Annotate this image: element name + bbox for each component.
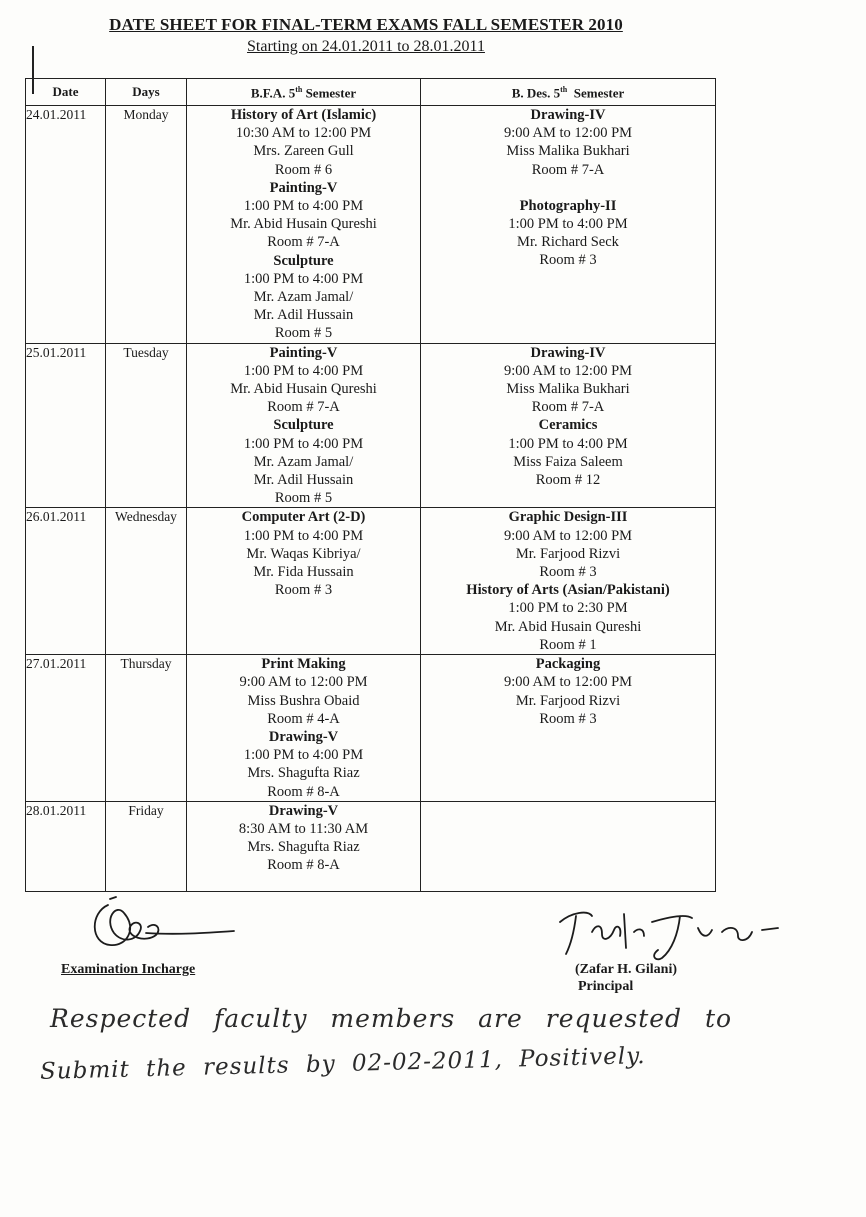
exam-time: 9:00 AM to 12:00 PM [503, 674, 633, 691]
teacher-name: Mr. Azam Jamal/ [253, 289, 354, 306]
room-number: Room # 7-A [531, 399, 605, 416]
room-number: Room # 4-A [267, 710, 340, 727]
teacher-name: Miss Malika Bukhari [506, 143, 630, 160]
bdes-cell [421, 508, 716, 655]
course-name: Photography-II [519, 197, 617, 214]
course-name: Sculpture [273, 252, 334, 269]
table-row [26, 801, 716, 891]
room-number: Room # 5 [274, 325, 333, 342]
teacher-name: Mr. Farjood Rizvi [515, 692, 621, 709]
bdes-cell [421, 801, 716, 891]
course-name: Drawing-V [268, 728, 339, 745]
exam-time: 1:00 PM to 4:00 PM [508, 216, 628, 233]
exam-date: 26.01.2011 [26, 508, 106, 655]
principal-title: Principal [578, 979, 634, 994]
exam-date: 25.01.2011 [26, 343, 106, 508]
handwritten-note-line: Submit the results by 02-02-2011, Positively. [39, 1043, 646, 1085]
course-name: Drawing-IV [530, 344, 606, 361]
room-number: Room # 3 [539, 252, 597, 269]
exam-time: 8:30 AM to 11:30 AM [238, 820, 369, 837]
principal-name: (Zafar H. Gilani) [575, 962, 678, 977]
course-name: Packaging [535, 656, 601, 673]
exam-time: 9:00 AM to 12:00 PM [503, 362, 633, 379]
bfa-cell [187, 801, 421, 891]
bdes-cell [421, 655, 716, 802]
room-number: Room # 12 [535, 472, 601, 489]
bdes-cell [421, 343, 716, 508]
teacher-name: Miss Faiza Saleem [513, 453, 623, 470]
header-days: Days [106, 79, 187, 106]
room-number: Room # 8-A [267, 857, 340, 874]
room-number: Room # 3 [539, 564, 597, 581]
exam-day: Thursday [106, 655, 187, 802]
bfa-cell [187, 343, 421, 508]
teacher-name: Mrs. Shagufta Riaz [247, 839, 360, 856]
course-name: Graphic Design-III [508, 509, 628, 526]
table-header-row [26, 79, 716, 106]
exam-time: 1:00 PM to 4:00 PM [243, 527, 364, 544]
exam-day: Wednesday [106, 508, 187, 655]
exam-time: 10:30 AM to 12:00 PM [235, 125, 372, 142]
teacher-name: Mr. Adil Hussain [253, 307, 354, 324]
teacher-name: Mrs. Shagufta Riaz [247, 765, 360, 782]
course-name: Drawing-IV [530, 107, 606, 123]
teacher-name: Mr. Abid Husain Qureshi [230, 216, 377, 233]
course-name: Ceramics [538, 417, 598, 434]
examination-incharge-label: Examination Incharge [61, 962, 196, 977]
room-number: Room # 6 [274, 161, 333, 178]
teacher-name: Miss Malika Bukhari [506, 381, 630, 398]
table-row [26, 343, 716, 508]
table-row [26, 106, 716, 344]
room-number: Room # 8-A [267, 783, 340, 800]
exam-time: 1:00 PM to 4:00 PM [243, 435, 364, 452]
exam-time: 9:00 AM to 12:00 PM [239, 674, 368, 691]
date-sheet-table [25, 78, 716, 892]
teacher-name: Mr. Richard Seck [517, 234, 619, 251]
room-number: Room # 7-A [267, 399, 340, 416]
course-name: Computer Art (2-D) [241, 509, 366, 526]
course-name: History of Arts (Asian/Pakistani) [466, 582, 670, 599]
principal-signature [552, 902, 782, 964]
room-number: Room # 5 [274, 490, 333, 507]
exam-date: 28.01.2011 [26, 801, 106, 891]
bdes-cell [421, 106, 716, 344]
exam-time: 1:00 PM to 4:00 PM [243, 362, 364, 379]
room-number: Room # 7-A [531, 161, 605, 178]
exam-date: 27.01.2011 [26, 655, 106, 802]
bfa-cell [187, 106, 421, 344]
teacher-name: Mr. Fida Hussain [253, 564, 354, 581]
header-date: Date [26, 79, 106, 106]
handwritten-note-line: Respected faculty members are requested to [50, 1004, 733, 1033]
room-number: Room # 1 [539, 636, 597, 653]
document-subtitle: Starting on 24.01.2011 to 28.01.2011 [247, 38, 485, 55]
exam-time: 9:00 AM to 12:00 PM [503, 527, 633, 544]
teacher-name: Mr. Waqas Kibriya/ [246, 545, 361, 562]
incharge-signature [86, 893, 236, 955]
exam-time: 1:00 PM to 4:00 PM [243, 198, 364, 215]
course-name: Drawing-V [268, 802, 339, 819]
teacher-name: Mr. Abid Husain Qureshi [494, 618, 642, 635]
course-name: Painting-V [269, 344, 338, 361]
room-number: Room # 7-A [267, 234, 340, 251]
exam-day: Friday [106, 801, 187, 891]
room-number: Room # 3 [274, 582, 333, 599]
teacher-name: Mr. Farjood Rizvi [515, 545, 621, 562]
exam-time: 1:00 PM to 2:30 PM [508, 600, 628, 617]
exam-time: 1:00 PM to 4:00 PM [243, 270, 364, 287]
exam-time: 1:00 PM to 4:00 PM [243, 747, 364, 764]
course-name: Print Making [261, 656, 346, 673]
teacher-name: Mrs. Zareen Gull [253, 143, 354, 160]
course-name: Painting-V [269, 179, 338, 196]
exam-time: 1:00 PM to 4:00 PM [508, 435, 628, 452]
course-name: History of Art (Islamic) [230, 107, 377, 123]
exam-date: 24.01.2011 [26, 106, 106, 344]
teacher-name: Mr. Abid Husain Qureshi [230, 381, 377, 398]
course-name: Sculpture [273, 417, 334, 434]
table-row [26, 655, 716, 802]
room-number: Room # 3 [539, 710, 597, 727]
bfa-cell [187, 655, 421, 802]
exam-day: Tuesday [106, 343, 187, 508]
teacher-name: Mr. Azam Jamal/ [253, 453, 354, 470]
bfa-cell [187, 508, 421, 655]
exam-time: 9:00 AM to 12:00 PM [503, 125, 633, 142]
document-title: DATE SHEET FOR FINAL-TERM EXAMS FALL SEMESTER 2010 [109, 15, 623, 34]
table-row [26, 508, 716, 655]
header-bdes: B. Des. 5th Semester [421, 79, 716, 106]
header-bfa: B.F.A. 5th Semester [187, 79, 421, 106]
exam-day: Monday [106, 106, 187, 344]
teacher-name: Miss Bushra Obaid [247, 692, 360, 709]
teacher-name: Mr. Adil Hussain [253, 472, 354, 489]
